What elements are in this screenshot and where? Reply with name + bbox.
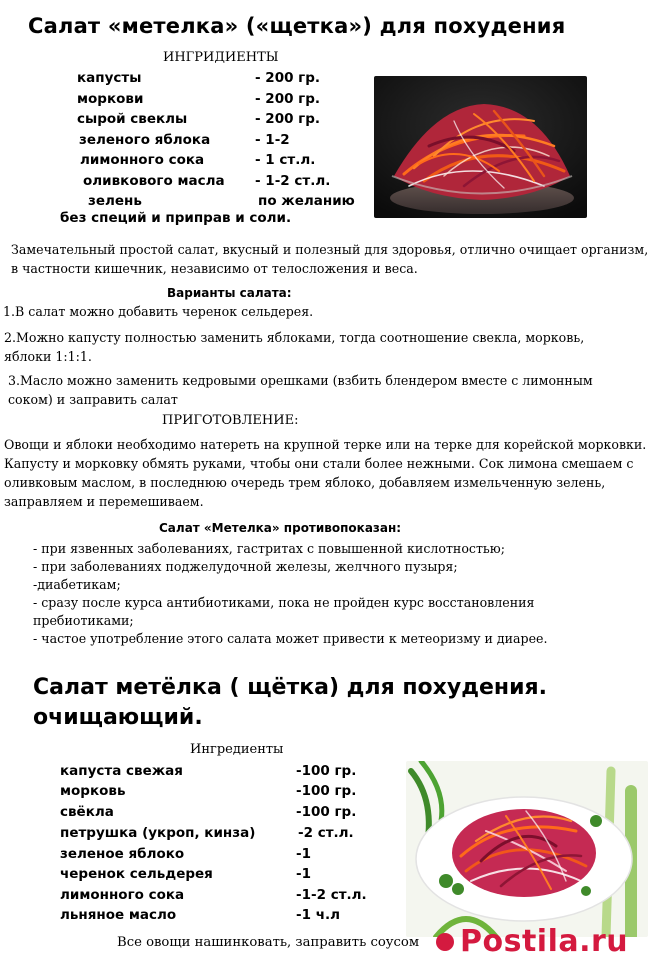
- ingredient-qty: - 1-2: [255, 132, 290, 148]
- prep-header: ПРИГОТОВЛЕНИЕ:: [162, 413, 299, 428]
- ingredient-name: оливкового масла: [83, 173, 225, 189]
- contra-item: - сразу после курса антибиотиками, пока не пройден курс восстановления пребиотиками;: [33, 595, 535, 628]
- salad-photo-2: [406, 761, 648, 937]
- ingredient-name: капуста свежая: [60, 763, 183, 779]
- recipe1-intro: Замечательный простой салат, вкусный и полезный для здоровья, отлично очищает организм, в частности кишечник, независимо от телосложения и веса.: [11, 242, 649, 276]
- contra-item: - при заболеваниях поджелудочной железы, желчного пузыря;: [33, 559, 458, 574]
- contra-list: [33, 540, 633, 648]
- salad-photo-1: [374, 76, 587, 218]
- contra-item: - частое употребление этого салата может привести к метеоризму и диарее.: [33, 631, 548, 646]
- ingredient-name: зелень: [88, 193, 142, 209]
- ingredient-qty: -1: [296, 846, 311, 862]
- watermark-text: Postila.ru: [460, 924, 629, 959]
- variant-item: 3.Масло можно заменить кедровыми орешками (взбить блендером вместе с лимонным соком) и заправить салат: [8, 373, 593, 407]
- ingredient-name: зеленое яблоко: [60, 846, 185, 862]
- recipe1-title: Салат «метелка» («щетка») для похудения: [28, 14, 566, 38]
- salad-bowl-image: [374, 76, 587, 218]
- ingredient-qty: -100 гр.: [296, 783, 357, 799]
- ingredient-qty: - 200 гр.: [255, 70, 321, 86]
- contra-item: - при язвенных заболеваниях, гастритах с повышенной кислотностью;: [33, 541, 505, 556]
- ingredient-name: зеленого яблока: [79, 132, 211, 148]
- ingredient-name: черенок сельдерея: [60, 866, 213, 882]
- postila-logo: [436, 924, 628, 959]
- ingredient-name: капусты: [77, 70, 142, 86]
- ingredient-qty: -100 гр.: [296, 763, 357, 779]
- logo-dot-icon: [436, 933, 454, 951]
- ingredient-qty: - 200 гр.: [255, 111, 321, 127]
- ingredient-qty: -1-2 ст.л.: [296, 887, 367, 903]
- recipe2-title: Салат метёлка ( щётка) для похудения. очищающий.: [33, 675, 547, 730]
- no-spices-note: без специй и приправ и соли.: [60, 210, 292, 226]
- ingredient-name: свёкла: [60, 804, 114, 820]
- salad-plate-image: [406, 761, 648, 937]
- ingredient-name: моркови: [77, 91, 144, 107]
- ingredient-qty: -100 гр.: [296, 804, 357, 820]
- ingredient-name: лимонного сока: [60, 887, 185, 903]
- contra-item: -диабетикам;: [33, 577, 121, 592]
- ingredient-name: лимонного сока: [80, 152, 205, 168]
- recipe2-ingredients-header: Ингредиенты: [190, 742, 284, 757]
- recipe1-ingredients-header: ИНГРИДИЕНТЫ: [163, 50, 279, 65]
- contra-header: Салат «Метелка» противопоказан:: [159, 521, 402, 535]
- ingredient-name: морковь: [60, 783, 126, 799]
- ingredient-name: сырой свеклы: [77, 111, 188, 127]
- variants-header: Варианты салата:: [167, 286, 292, 300]
- recipe2-footer: Все овощи нашинковать, заправить соусом: [117, 935, 420, 950]
- ingredient-name: петрушка (укроп, кинза): [60, 825, 256, 841]
- variant-item: 1.В салат можно добавить черенок сельдерея.: [3, 304, 314, 319]
- ingredient-qty: - 200 гр.: [255, 91, 321, 107]
- ingredient-qty: - 1-2 ст.л.: [255, 173, 331, 189]
- ingredient-qty: - 1 ст.л.: [255, 152, 316, 168]
- prep-text: Овощи и яблоки необходимо натереть на крупной терке или на терке для корейской морковки. Капусту и морковку обмять руками, чтобы они стали более нежными. Сок лимона смешаем с оливковым маслом, в последнюю очередь трем яблоко, добавляем измельченную зелень, заправляем и перемешиваем.: [4, 437, 647, 509]
- ingredient-qty: -1 ч.л: [296, 907, 340, 923]
- ingredient-name: льняное масло: [60, 907, 177, 923]
- ingredient-qty: -2 ст.л.: [298, 825, 354, 841]
- ingredient-qty: по желанию: [258, 193, 355, 209]
- ingredient-qty: -1: [296, 866, 311, 882]
- variant-item: 2.Можно капусту полностью заменить яблоками, тогда соотношение свекла, морковь, яблоки 1:1:1.: [4, 330, 585, 364]
